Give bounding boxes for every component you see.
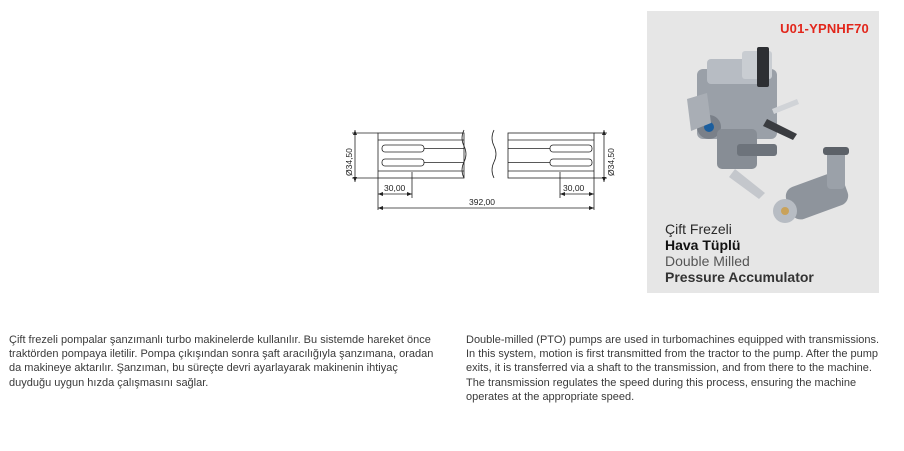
product-code: U01-YPNHF70 bbox=[780, 21, 869, 36]
diameter-label-left: Ø34,50 bbox=[344, 148, 354, 176]
caption-tr-line1: Çift Frezeli bbox=[665, 221, 732, 237]
shaft-technical-drawing bbox=[330, 118, 630, 218]
product-caption bbox=[665, 221, 814, 285]
diameter-label-right: Ø34,50 bbox=[606, 148, 616, 176]
product-card bbox=[647, 11, 879, 293]
pump-product-image bbox=[647, 39, 879, 229]
caption-tr-line2: Hava Tüplü bbox=[665, 237, 741, 253]
description-english: Double-milled (PTO) pumps are used in turbomachines equipped with transmissions. In this system, motion is first transmitted from the tractor to the pump. After the pump exits, it is transferred via a shaft to the transmission, and from there to the machine. The transmission regulates the speed during this process, ensuring the machine operates at the appropriate speed. bbox=[466, 334, 880, 403]
length-label-left: 30,00 bbox=[384, 183, 406, 193]
caption-en-line2: Pressure Accumulator bbox=[665, 269, 814, 285]
description-turkish: Çift frezeli pompalar şanzımanlı turbo makinelerde kullanılır. Bu sistemde hareket önce traktörden pompaya iletilir. Pompa çıkışından sonra şaft aracılığıyla şanzımana, oradan da makineye aktarılır. Şanzıman, bu süreçte devri ayarlayarak makinenin ihtiyaç duyduğu uygun hızda çalışmasını sağlar. bbox=[9, 334, 434, 389]
length-label-right: 30,00 bbox=[563, 183, 585, 193]
total-length-label: 392,00 bbox=[469, 197, 495, 207]
caption-en-line1: Double Milled bbox=[665, 253, 750, 269]
